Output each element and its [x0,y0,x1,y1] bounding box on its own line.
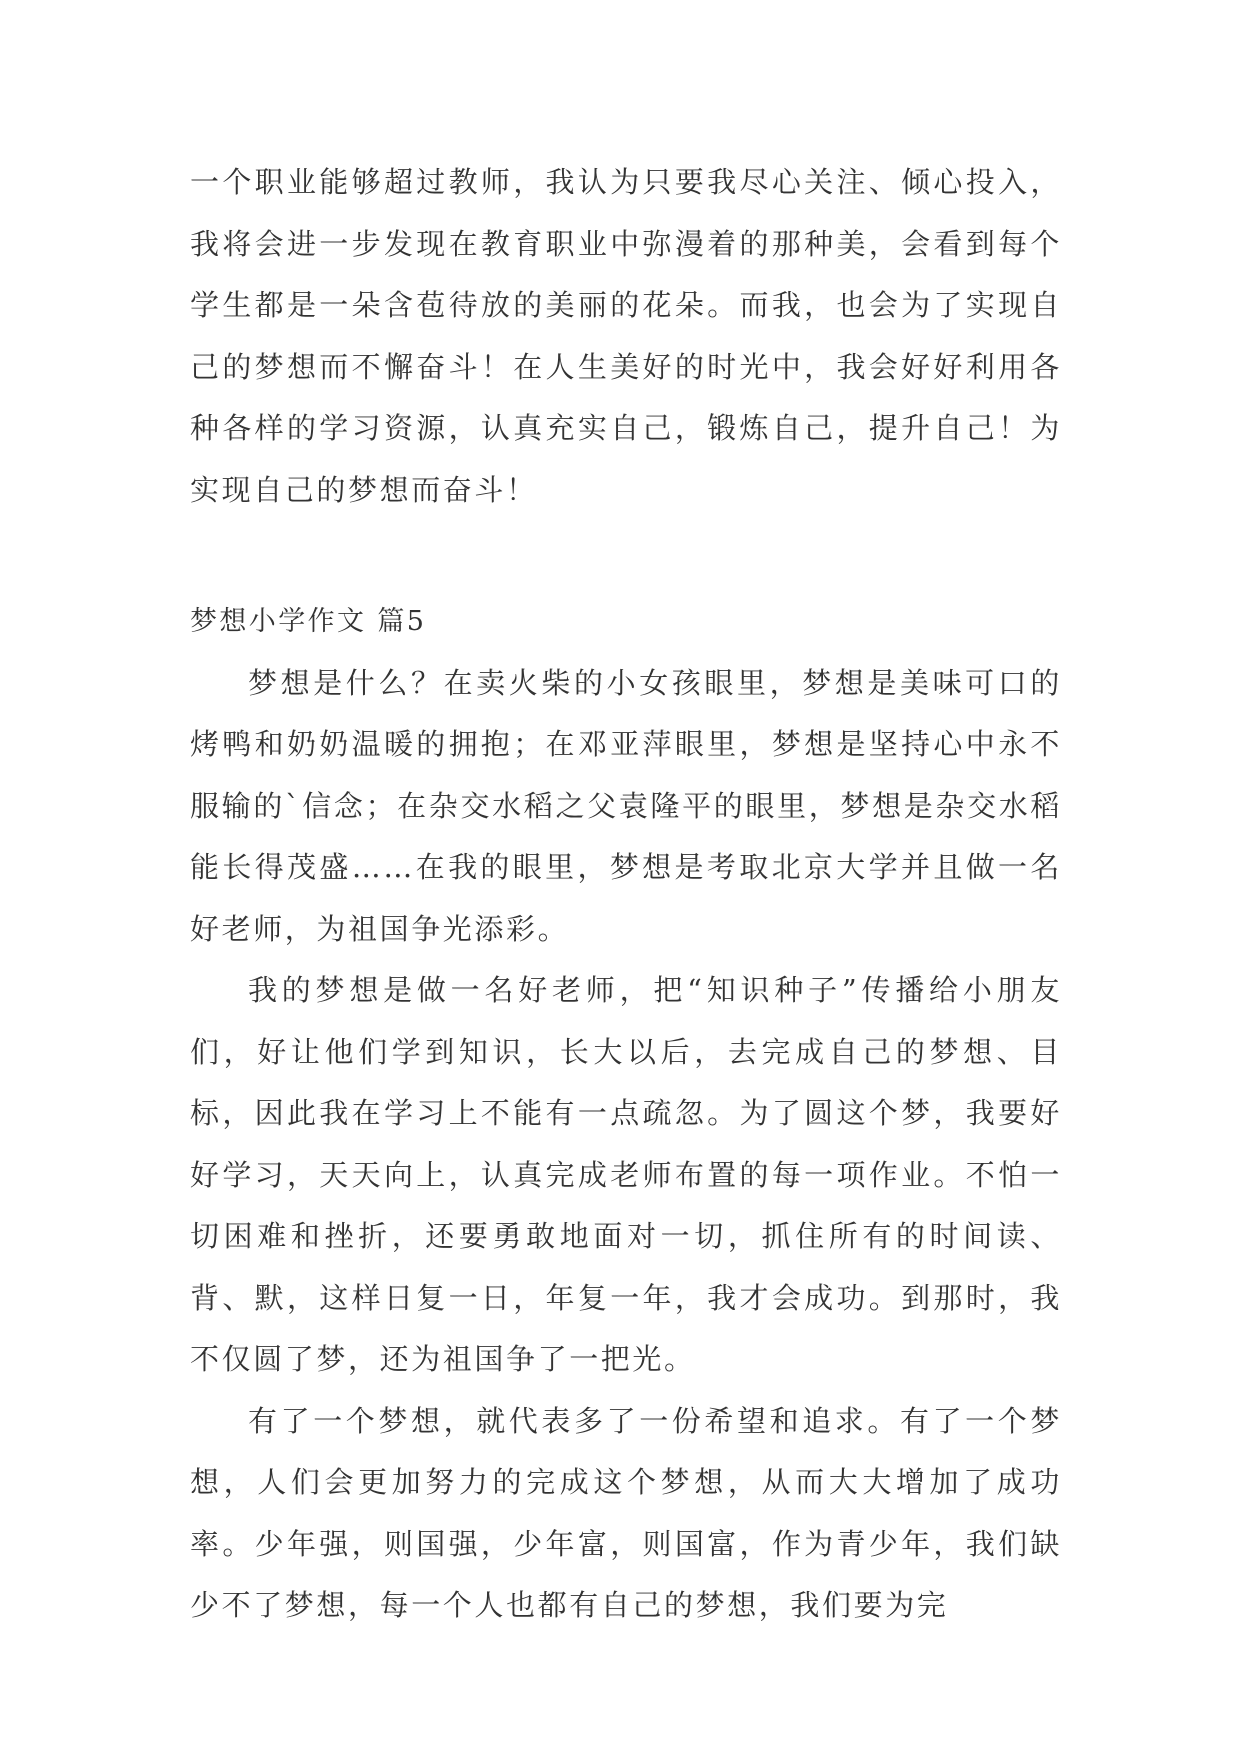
section-heading: 梦想小学作文 篇5 [190,606,427,637]
document-page [190,152,1062,1637]
body-paragraph-3: 有了一个梦想，就代表多了一份希望和追求。有了一个梦想，人们会更加努力的完成这个梦想，从而大大增加了成功率。少年强，则国强，少年富，则国富，作为青少年，我们缺少不了梦想，每一个人也都有自己的梦想，我们要为完 [190,1403,1062,1622]
continuation-paragraph: 一个职业能够超过教师，我认为只要我尽心关注、倾心投入，我将会进一步发现在教育职业中弥漫着的那种美，会看到每个学生都是一朵含苞待放的美丽的花朵。而我，也会为了实现自己的梦想而不懈奋斗！在人生美好的时光中，我会好好利用各种各样的学习资源，认真充实自己，锻炼自己，提升自己！为实现自己的梦想而奋斗！ [190,165,1062,507]
body-paragraph-2: 我的梦想是做一名好老师，把“知识种子”传播给小朋友们，好让他们学到知识，长大以后，去完成自己的梦想、目标，因此我在学习上不能有一点疏忽。为了圆这个梦，我要好好学习，天天向上，认真完成老师布置的每一项作业。不怕一切困难和挫折，还要勇敢地面对一切，抓住所有的时间读、背、默，这样日复一日，年复一年，我才会成功。到那时，我不仅圆了梦，还为祖国争了一把光。 [190,973,1062,1376]
body-paragraph-1: 梦想是什么？在卖火柴的小女孩眼里，梦想是美味可口的烤鸭和奶奶温暖的拥抱；在邓亚萍眼里，梦想是坚持心中永不服输的`信念；在杂交水稻之父袁隆平的眼里，梦想是杂交水稻能长得茂盛……在我的眼里，梦想是考取北京大学并且做一名好老师，为祖国争光添彩。 [190,665,1062,946]
